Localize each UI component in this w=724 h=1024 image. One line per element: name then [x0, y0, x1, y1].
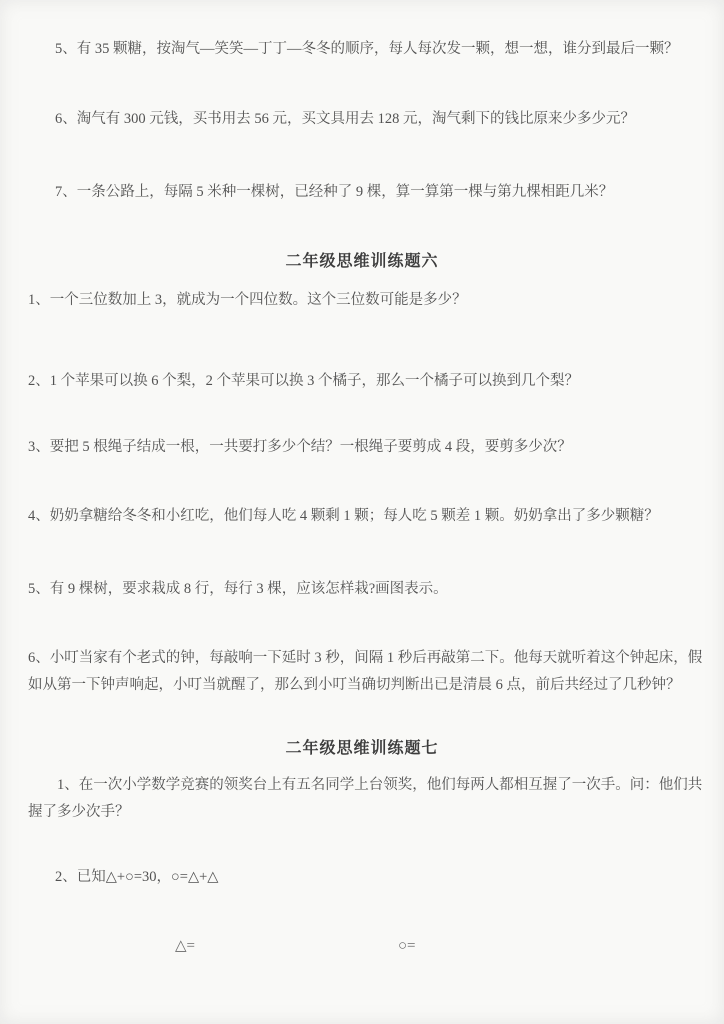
question-text: 5、有 35 颗糖，按淘气—笑笑—丁丁—冬冬的顺序，每人每次发一颗，想一想，谁分到最后一颗？ — [55, 41, 679, 57]
section-six-title: 二年级思维训练题六 — [285, 253, 439, 270]
question-text: 4、奶奶拿糖给冬冬和小红吃，他们每人吃 4 颗剩 1 颗；每人吃 5 颗差 1 颗。奶奶拿出了多少颗糖？ — [28, 508, 659, 524]
question-text: 1、一个三位数加上 3，就成为一个四位数。这个三位数可能是多少？ — [28, 292, 467, 308]
answer-blank-circle: ○= — [398, 938, 416, 954]
question-text: 7、一条公路上，每隔 5 米种一棵树，已经种了 9 棵，算一算第一棵与第九棵相距几米？ — [55, 184, 614, 200]
question-text: 6、淘气有 300 元钱，买书用去 56 元，买文具用去 128 元，淘气剩下的钱比原来少多少元？ — [55, 111, 635, 127]
question-text: 5、有 9 棵树，要求栽成 8 行，每行 3 棵，应该怎样栽?画图表示。 — [28, 581, 448, 597]
question-text: 2、已知△+○=30，○=△+△ — [55, 869, 219, 885]
question-text: 3、要把 5 根绳子结成一根，一共要打多少个结？一根绳子要剪成 4 段，要剪多少次？ — [28, 439, 572, 455]
answer-blank-triangle: △= — [175, 938, 195, 954]
question-text: 1、在一次小学数学竞赛的领奖台上有五名同学上台领奖，他们每两人都相互握了一次手。问：他们共握了多少次手？ — [28, 777, 703, 820]
question-text: 2、1 个苹果可以换 6 个梨，2 个苹果可以换 3 个橘子，那么一个橘子可以换到几个梨？ — [28, 373, 579, 389]
question-text: 6、小叮当家有个老式的钟，每敲响一下延时 3 秒，间隔 1 秒后再敲第二下。他每天就听着这个钟起床，假如从第一下钟声响起，小叮当就醒了，那么到小叮当确切判断出已是清晨 6 点，前后共经过了几秒钟？ — [28, 650, 703, 693]
section-seven-title: 二年级思维训练题七 — [285, 740, 439, 757]
